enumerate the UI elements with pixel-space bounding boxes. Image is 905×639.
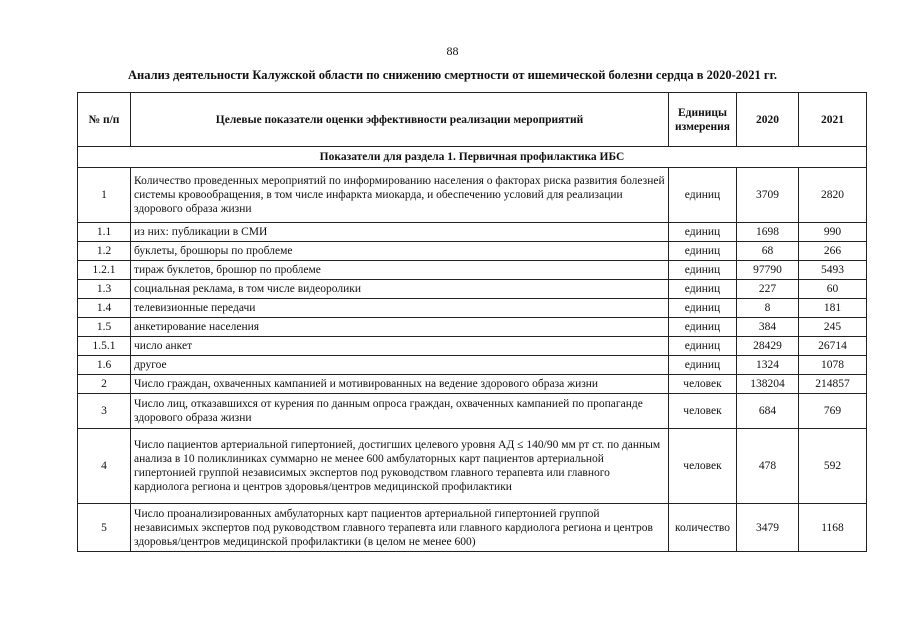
row-unit: человек — [669, 429, 737, 504]
row-unit: единиц — [669, 280, 737, 299]
row-num: 1.2 — [78, 242, 131, 261]
row-indicator: социальная реклама, в том числе видеоролики — [131, 280, 669, 299]
row-value-2020: 684 — [737, 394, 799, 429]
row-value-2021: 60 — [799, 280, 867, 299]
row-indicator: число анкет — [131, 337, 669, 356]
row-num: 4 — [78, 429, 131, 504]
row-indicator: Число граждан, охваченных кампанией и мотивированных на ведение здорового образа жизни — [131, 375, 669, 394]
row-unit: единиц — [669, 337, 737, 356]
table-row — [78, 375, 867, 394]
row-value-2020: 227 — [737, 280, 799, 299]
row-num: 1.5 — [78, 318, 131, 337]
row-unit: единиц — [669, 299, 737, 318]
row-value-2021: 266 — [799, 242, 867, 261]
row-indicator: Число лиц, отказавшихся от курения по данным опроса граждан, охваченных кампанией по пропаганде здорового образа жизни — [131, 394, 669, 429]
header-2021: 2021 — [799, 93, 867, 147]
row-unit: единиц — [669, 168, 737, 223]
section-row — [78, 147, 867, 168]
row-indicator: Число проанализированных амбулаторных карт пациентов артериальной гипертонией группой независимых экспертов под руководством главного терапевта или главного кардиолога региона и центров здоровья/центров медицинской профилактики (в целом не менее 600) — [131, 504, 669, 552]
row-indicator: буклеты, брошюры по проблеме — [131, 242, 669, 261]
row-value-2021: 181 — [799, 299, 867, 318]
section-title: Показатели для раздела 1. Первичная профилактика ИБС — [78, 147, 867, 168]
row-num: 2 — [78, 375, 131, 394]
row-value-2021: 990 — [799, 223, 867, 242]
table-row — [78, 242, 867, 261]
row-num: 1.2.1 — [78, 261, 131, 280]
row-indicator: тираж буклетов, брошюр по проблеме — [131, 261, 669, 280]
row-num: 5 — [78, 504, 131, 552]
row-indicator: анкетирование населения — [131, 318, 669, 337]
header-num: № п/п — [78, 93, 131, 147]
page-number: 88 — [446, 44, 459, 58]
table-row — [78, 429, 867, 504]
table-row — [78, 318, 867, 337]
document-title: Анализ деятельности Калужской области по снижению смертности от ишемической болезни сердца в 2020-2021 гг. — [128, 68, 777, 82]
row-value-2021: 592 — [799, 429, 867, 504]
row-value-2020: 97790 — [737, 261, 799, 280]
row-unit: человек — [669, 375, 737, 394]
row-value-2021: 769 — [799, 394, 867, 429]
row-num: 3 — [78, 394, 131, 429]
row-value-2020: 384 — [737, 318, 799, 337]
row-value-2020: 1698 — [737, 223, 799, 242]
table-row — [78, 261, 867, 280]
row-unit: единиц — [669, 223, 737, 242]
row-value-2020: 68 — [737, 242, 799, 261]
header-unit-line1: Единицы — [678, 106, 727, 119]
row-value-2020: 1324 — [737, 356, 799, 375]
row-value-2021: 1168 — [799, 504, 867, 552]
table-row — [78, 299, 867, 318]
row-value-2021: 26714 — [799, 337, 867, 356]
row-unit: человек — [669, 394, 737, 429]
row-unit: единиц — [669, 261, 737, 280]
row-value-2021: 2820 — [799, 168, 867, 223]
table-row — [78, 394, 867, 429]
row-indicator: Количество проведенных мероприятий по информированию населения о факторах риска развития болезней системы кровообращения, в том числе инфаркта миокарда, и обеспечению условий для реализации здорового образа жизни — [131, 168, 669, 223]
table-row — [78, 223, 867, 242]
row-indicator: другое — [131, 356, 669, 375]
table-header-row — [78, 93, 867, 147]
row-num: 1.5.1 — [78, 337, 131, 356]
row-value-2021: 214857 — [799, 375, 867, 394]
header-unit-line2: измерения — [675, 120, 730, 133]
row-indicator: из них: публикации в СМИ — [131, 223, 669, 242]
row-value-2021: 1078 — [799, 356, 867, 375]
row-value-2020: 138204 — [737, 375, 799, 394]
indicators-table — [77, 92, 867, 552]
row-unit: количество — [669, 504, 737, 552]
header-2020: 2020 — [737, 93, 799, 147]
row-unit: единиц — [669, 318, 737, 337]
table-row — [78, 280, 867, 299]
row-num: 1.1 — [78, 223, 131, 242]
row-unit: единиц — [669, 242, 737, 261]
header-unit — [669, 93, 737, 147]
row-indicator: Число пациентов артериальной гипертонией, достигших целевого уровня АД ≤ 140/90 мм рт ст. по данным анализа в 10 поликлиниках суммарно не менее 600 амбулаторных карт пациентов артериальной гипертонией группой независимых экспертов под руководством главного терапевта или главного кардиолога региона и центров здоровья/центров медицинской профилактики — [131, 429, 669, 504]
row-num: 1.3 — [78, 280, 131, 299]
table-row — [78, 504, 867, 552]
row-indicator: телевизионные передачи — [131, 299, 669, 318]
table-row — [78, 168, 867, 223]
row-num: 1.6 — [78, 356, 131, 375]
table-row — [78, 356, 867, 375]
row-num: 1 — [78, 168, 131, 223]
row-num: 1.4 — [78, 299, 131, 318]
row-value-2021: 5493 — [799, 261, 867, 280]
row-value-2020: 3709 — [737, 168, 799, 223]
table-row — [78, 337, 867, 356]
row-value-2020: 28429 — [737, 337, 799, 356]
row-value-2020: 8 — [737, 299, 799, 318]
header-indicator: Целевые показатели оценки эффективности реализации мероприятий — [131, 93, 669, 147]
row-unit: единиц — [669, 356, 737, 375]
row-value-2021: 245 — [799, 318, 867, 337]
row-value-2020: 478 — [737, 429, 799, 504]
row-value-2020: 3479 — [737, 504, 799, 552]
